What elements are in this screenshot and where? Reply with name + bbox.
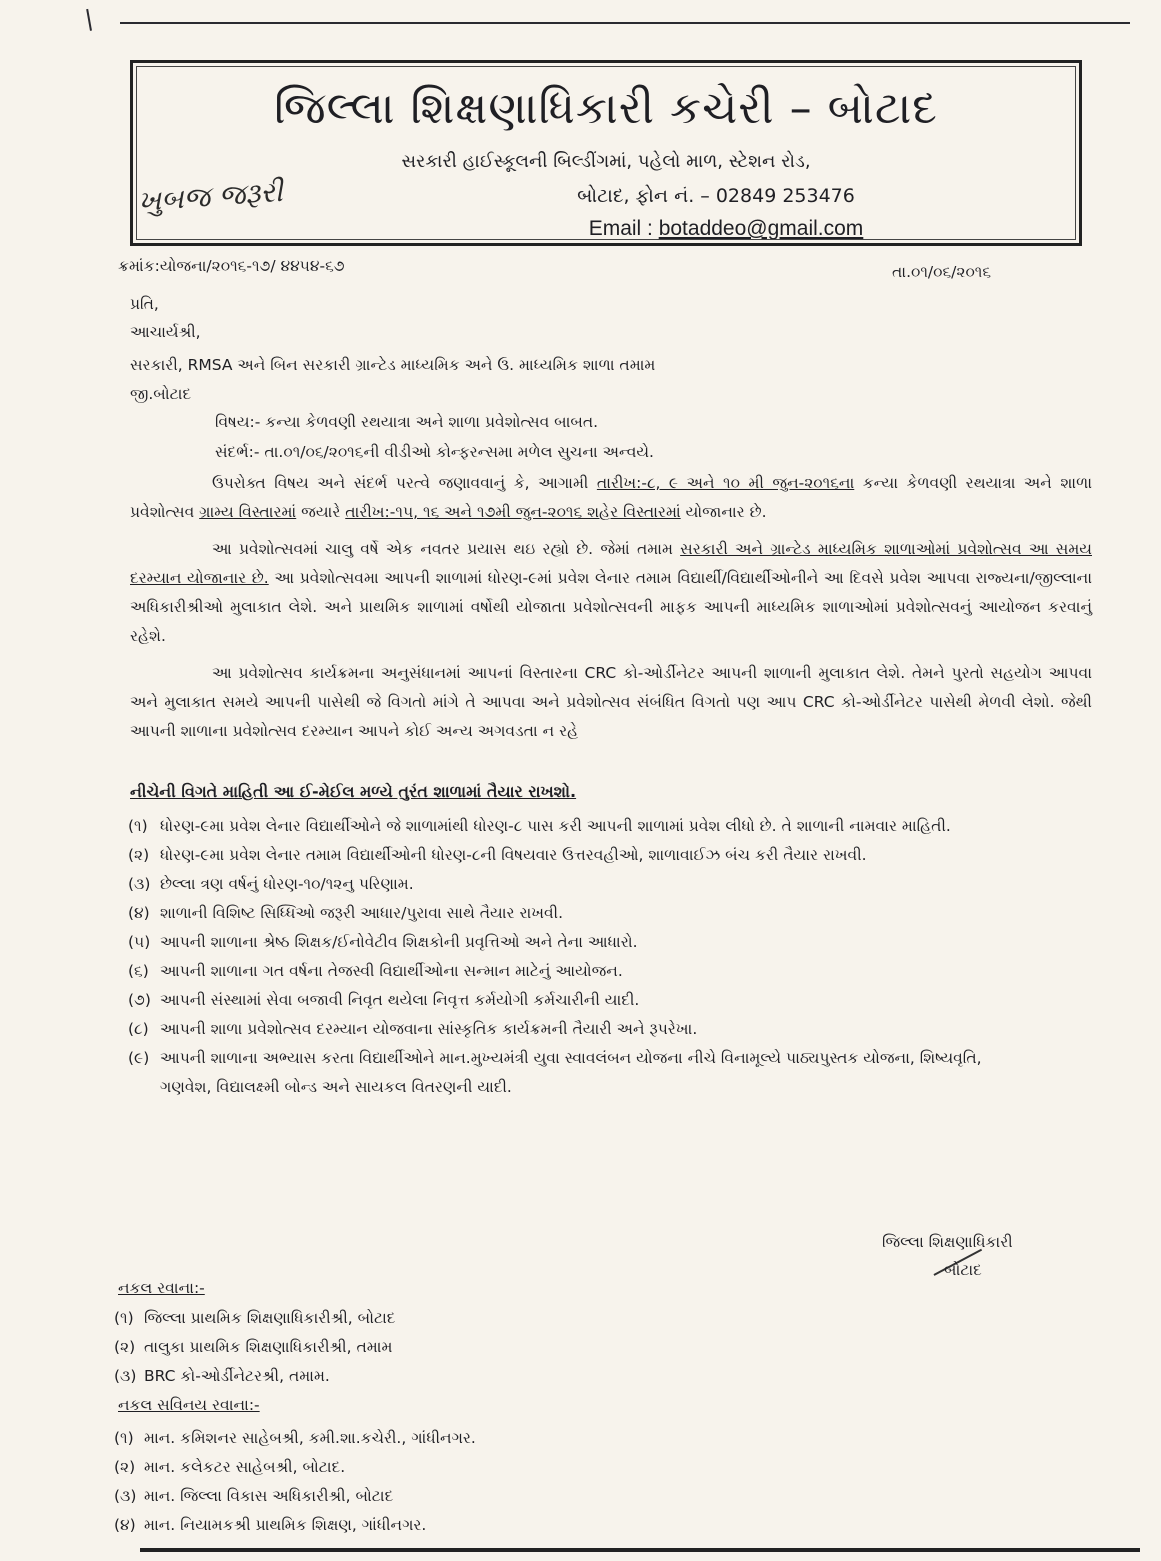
item-number: (૫) — [128, 933, 151, 951]
item-number: (૧) — [114, 1309, 134, 1327]
copy-heading: નકલ રવાના:- — [118, 1279, 205, 1297]
item-number: (૮) — [128, 1020, 149, 1038]
item-text: માન. જિલ્લા વિકાસ અધિકારીશ્રી, બોટાદ — [144, 1487, 394, 1505]
list-item — [128, 928, 1028, 957]
p1-text-2: કન્યા કેળવણી રથયાત્રા અને શાળા પ્રવેશોત્સવ — [130, 474, 1092, 521]
bottom-rule — [140, 1548, 1140, 1552]
office-title: જિલ્લા શિક્ષણાધિકારી કચેરી – બોટાદ — [274, 83, 938, 134]
item-number: (૨) — [128, 846, 150, 864]
letter-date: તા.૦૧/૦૬/૨૦૧૬ — [892, 263, 992, 281]
signature-block — [882, 1228, 1013, 1284]
item-number: (૨) — [114, 1458, 136, 1476]
requirements-list — [128, 812, 1028, 1102]
copy-list — [114, 1304, 1014, 1391]
addressee-schools: સરકારી, RMSA અને બિન સરકારી ગ્રાન્ટેડ માધ્યમિક અને ઉ. માધ્યમિક શાળા તમામ — [130, 356, 656, 374]
office-phone: બોટાદ, ફોન નં. – 02849 253476 — [577, 185, 855, 207]
item-number: (૯) — [128, 1049, 150, 1067]
list-item — [128, 1044, 1028, 1102]
item-text: શાળાની વિશિષ્ટ સિધ્ધિઓ જરૂરી આધાર/પુરાવા સાથે તૈયાર રાખવી. — [160, 904, 564, 922]
list-item — [114, 1304, 1014, 1333]
item-text: આપની શાળાના અભ્યાસ કરતા વિદ્યાર્થીઓને માન.મુખ્યમંત્રી યુવા સ્વાવલંબન યોજના નીચે વિનામૂલ્યે પાઠ્યપુસ્તક યોજના, શિષ્યવૃતિ, ગણવેશ, વિદ્યાલક્ષ્મી બોન્ડ અને સાયકલ વિતરણની યાદી. — [160, 1049, 982, 1096]
addressee-principal: આચાર્યશ્રી, — [130, 323, 201, 341]
item-text: જિલ્લા પ્રાથમિક શિક્ષણાધિકારીશ્રી, બોટાદ — [144, 1309, 396, 1327]
office-address: સરકારી હાઈસ્કૂલની બિલ્ડીંગમાં, પહેલો માળ, સ્ટેશન રોડ, — [401, 151, 811, 172]
signature-title: જિલ્લા શિક્ષણાધિકારી — [882, 1233, 1013, 1251]
p3-text: આ પ્રવેશોત્સવ કાર્યક્રમના અનુસંધાનમાં આપનાં વિસ્તારના CRC કો-ઓર્ડીનેટર આપની શાળાની મુલાકાત લેશે. તેમને પુરતો સહયોગ આપવા અને મુલાકાત સમયે આપની પાસેથી જે વિગતો માંગે તે આપવા અને પ્રવેશોત્સવ સંબંધિત વિગતો પણ આપ CRC કો-ઓર્ડીનેટર પાસેથી મેળવી લેશો. જેથી આપની શાળાના પ્રવેશોત્સવ દરમ્યાન આપને કોઈ અન્ય અગવડતા ન રહે — [130, 664, 1092, 740]
paragraph-1 — [130, 469, 1092, 527]
urgent-stamp: ખુબજ જરૂરી — [136, 174, 284, 219]
letter-subject: વિષય:- કન્યા કેળવણી રથયાત્રા અને શાળા પ્રવેશોત્સવ બાબત. — [215, 413, 599, 431]
list-item — [128, 986, 1028, 1015]
item-text: છેલ્લા ત્રણ વર્ષનું ધોરણ-૧૦/૧૨નુ પરિણામ. — [160, 875, 414, 893]
paragraph-3 — [130, 659, 1092, 746]
list-item — [114, 1424, 1014, 1453]
p1-text-3: જયારે — [296, 503, 346, 521]
corner-mark — [86, 7, 102, 31]
list-item — [114, 1362, 1014, 1391]
item-text: માન. કમિશનર સાહેબશ્રી, કમી.શા.કચેરી., ગાંધીનગર. — [144, 1429, 476, 1447]
addressee-district: જી.બોટાદ — [130, 385, 192, 403]
p1-rural-dates: તારીખ:-૮, ૯ અને ૧૦ મી જુન-૨૦૧૬ના — [596, 474, 855, 492]
p1-urban-dates: તારીખ:-૧૫, ૧૬ અને ૧૭મી જુન-૨૦૧૬ શહેર વિસ્તારમાં — [345, 503, 681, 521]
top-rule — [120, 22, 1130, 24]
notice-heading: નીચેની વિગતે માહિતી આ ઈ-મેઈલ મળ્યે તુરંત શાળામાં તૈયાર રાખશો. — [130, 782, 577, 801]
item-number: (૬) — [128, 962, 149, 980]
item-number: (૪) — [114, 1516, 136, 1534]
item-text: ધોરણ-૯મા પ્રવેશ લેનાર તમામ વિદ્યાર્થીઓની ધોરણ-૮ની વિષયવાર ઉત્તરવહીઓ, શાળાવાઈઝ બંચ કરી તૈયાર રાખવી. — [160, 846, 867, 864]
list-item — [128, 1015, 1028, 1044]
list-item — [114, 1482, 1014, 1511]
signature-place: બોટાદ — [944, 1261, 982, 1279]
item-text: આપની શાળાના ગત વર્ષના તેજસ્વી વિદ્યાર્થીઓના સન્માન માટેનું આયોજન. — [160, 962, 623, 980]
item-text: માન. નિયામકશ્રી પ્રાથમિક શિક્ષણ, ગાંધીનગર. — [144, 1516, 427, 1534]
list-item — [114, 1511, 1014, 1540]
item-text: આપની સંસ્થામાં સેવા બજાવી નિવૃત થયેલા નિવૃત્ત કર્મયોગી કર્મચારીની યાદી. — [160, 991, 640, 1009]
reference-number: ક્રમાંક:યોજના/૨૦૧૬-૧૭/ ૪૪૫૪-૬૭ — [118, 257, 345, 275]
item-number: (૧) — [114, 1429, 134, 1447]
email-link[interactable]: botaddeo@gmail.com — [658, 217, 864, 240]
list-item — [128, 812, 1028, 841]
item-text: આપની શાળાના શ્રેષ્ઠ શિક્ષક/ઈનોવેટીવ શિક્ષકોની પ્રવૃત્તિઓ અને તેના આધારો. — [160, 933, 638, 951]
item-text: તાલુકા પ્રાથમિક શિક્ષણાધિકારીશ્રી, તમામ — [144, 1338, 393, 1356]
p1-text: ઉપરોક્ત વિષય અને સંદર્ભ પરત્વે જણાવવાનું કે, આગામી — [212, 474, 597, 492]
p1-rural: ગ્રામ્ય વિસ્તારમાં — [199, 503, 297, 521]
letterhead — [130, 60, 1082, 246]
p2-highlight: સરકારી અને ગ્રાન્ટેડ માધ્યમિક શાળાઓમાં પ્રવેશોત્સવ આ સમય દરમ્યાન યોજાનાર છે. — [130, 540, 1092, 587]
paragraph-2 — [130, 535, 1092, 651]
item-text: BRC કો-ઓર્ડીનેટરશ્રી, તમામ. — [144, 1367, 330, 1385]
item-number: (૩) — [128, 875, 151, 893]
item-number: (૭) — [128, 991, 151, 1009]
cc-list — [114, 1424, 1014, 1540]
salutation-to: પ્રતિ, — [130, 295, 159, 313]
list-item — [114, 1453, 1014, 1482]
p1-text-4: યોજાનાર છે. — [680, 503, 767, 521]
item-text: માન. કલેકટર સાહેબશ્રી, બોટાદ. — [144, 1458, 346, 1476]
p2-text: આ પ્રવેશોત્સવમાં ચાલુ વર્ષે એક નવતર પ્રયાસ થઇ રહ્યો છે. જેમાં તમામ — [212, 540, 681, 558]
item-text: આપની શાળા પ્રવેશોત્સવ દરમ્યાન યોજવાના સાંસ્કૃતિક કાર્યક્રમની તૈયારી અને રૂપરેખા. — [160, 1020, 698, 1038]
cc-heading: નકલ સવિનય રવાના:- — [118, 1396, 260, 1414]
office-email — [253, 217, 1161, 241]
list-item — [128, 899, 1028, 928]
p2-text-2: આ પ્રવેશોત્સવમા આપની શાળામાં ધોરણ-૯માં પ્રવેશ લેનાર તમામ વિદ્યાર્થી/વિદ્યાર્થીઓનીને આ દિવસે પ્રવેશ આપવા રાજ્યના/જીલ્લાના અધિકારીશ્રીઓ મુલાકાત લેશે. અને પ્રાથમિક શાળામાં વર્ષોથી યોજાતા પ્રવેશોત્સવની માફક આપની માધ્યમિક શાળાઓમાં પ્રવેશોત્સવનું આયોજન કરવાનું રહેશે. — [130, 569, 1093, 645]
letter-reference: સંદર્ભ:- તા.૦૧/૦૬/૨૦૧૬ની વીડીઓ કોન્ફરન્સમા મળેલ સુચના અન્વયે. — [215, 443, 654, 461]
item-number: (૨) — [114, 1338, 136, 1356]
list-item — [128, 957, 1028, 986]
list-item — [128, 870, 1028, 899]
item-text: ધોરણ-૯મા પ્રવેશ લેનાર વિદ્યાર્થીઓને જે શાળામાંથી ધોરણ-૮ પાસ કરી આપની શાળામાં પ્રવેશ લીધો છે. તે શાળાની નામવાર માહિતી. — [160, 817, 951, 835]
list-item — [128, 841, 1028, 870]
item-number: (૧) — [128, 817, 148, 835]
item-number: (૪) — [128, 904, 150, 922]
item-number: (૩) — [114, 1367, 137, 1385]
item-number: (૩) — [114, 1487, 137, 1505]
list-item — [114, 1333, 1014, 1362]
email-label: Email : — [588, 217, 659, 240]
